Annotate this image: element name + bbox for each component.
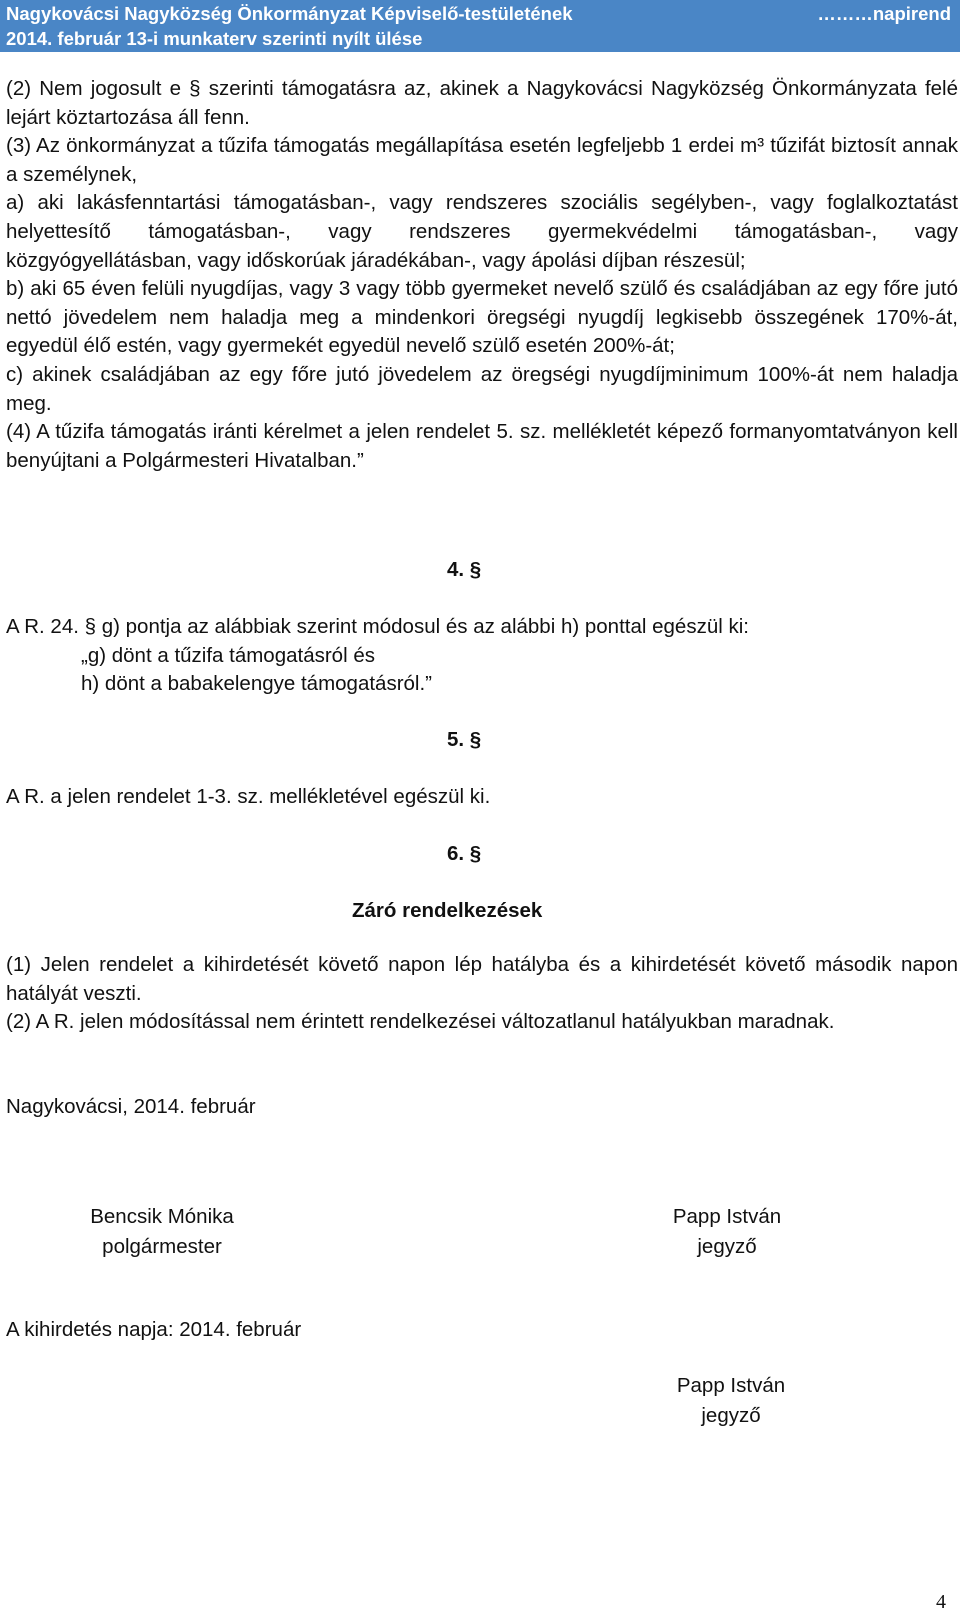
section4-heading: 4. § (447, 558, 482, 581)
announcement-text: A kihirdetés napja: 2014. február (6, 1318, 302, 1341)
notary-name: Papp István (672, 1205, 782, 1228)
paragraph-4: (4) A tűzifa támogatás iránti kérelmet a jelen rendelet 5. sz. mellékletét képező formanyomtatványon kell benyújtani a Polgármesteri Hivatalban.” (6, 420, 958, 472)
place-date-text: Nagykovácsi, 2014. február (6, 1095, 256, 1118)
place-date (6, 1093, 958, 1122)
signature-notary (627, 1202, 827, 1262)
section5-body (6, 783, 958, 812)
signature-notary-bottom (631, 1371, 831, 1431)
paragraph-3b: b) aki 65 éven felüli nyugdíjas, vagy 3 vagy több gyermeket nevelő szülő és családjában az egy főre jutó nettó jövedelem nem haladja meg a mindenkori öregségi nyugdíj legkisebb összegének 170%-át, egyedül élő estén, vagy gyermekét egyedül nevelő szülő esetén 200%-át; (6, 277, 958, 358)
section4-item-g: „g) dönt a tűzifa támogatásról és (81, 643, 375, 667)
notary-title: jegyző (697, 1235, 757, 1258)
signature-mayor (62, 1202, 262, 1262)
section3-body (6, 75, 958, 475)
section6-paragraph-2: (2) A R. jelen módosítással nem érintett rendelkezései változatlanul hatályukban maradnak. (6, 1010, 835, 1034)
notary-bottom-name: Papp István (676, 1374, 786, 1397)
announcement (6, 1316, 958, 1345)
section5-text: A R. a jelen rendelet 1-3. sz. mellékletével egészül ki. (6, 785, 491, 808)
page-number: 4 (936, 1591, 946, 1613)
section4-body (6, 613, 958, 699)
mayor-title: polgármester (102, 1235, 222, 1258)
section6-title: Záró rendelkezések (352, 899, 543, 922)
header-agenda-item: ………napirend (817, 3, 951, 24)
section6-heading: 6. § (447, 842, 482, 865)
header-title: Nagykovácsi Nagyközség Önkormányzat Képviselő-testületének (6, 3, 573, 24)
paragraph-3a: a) aki lakásfenntartási támogatásban-, vagy rendszeres szociális segélyben-, vagy foglalkoztatást helyettesítő támogatásban-, vagy rendszeres gyermekvédelmi támogatásban-, vagy közgyógyellátásban, vagy időskorúak járadékában-, vagy ápolási díjban részesül; (6, 191, 958, 272)
section5-heading: 5. § (447, 728, 482, 751)
mayor-name: Bencsik Mónika (90, 1205, 234, 1228)
paragraph-3: (3) Az önkormányzat a tűzifa támogatás megállapítása esetén legfeljebb 1 erdei m³ tűzifát biztosít annak a személynek, (6, 134, 958, 186)
document-header (0, 0, 960, 52)
section4-item-h: h) dönt a babakelengye támogatásról.” (81, 672, 433, 696)
notary-bottom-title: jegyző (701, 1404, 761, 1427)
section6-paragraph-1: (1) Jelen rendelet a kihirdetését követő napon lép hatályba és a kihirdetését követő második napon hatályát veszti. (6, 953, 958, 1005)
section4-intro: A R. 24. § g) pontja az alábbiak szerint módosul és az alábbi h) ponttal egészül ki: (6, 615, 749, 638)
header-session: 2014. február 13-i munkaterv szerinti nyílt ülése (6, 28, 423, 49)
paragraph-2: (2) Nem jogosult e § szerinti támogatásra az, akinek a Nagykovácsi Nagyközség Önkormányzata felé lejárt köztartozása áll fenn. (6, 77, 958, 129)
section6-body (6, 951, 958, 1037)
paragraph-3c: c) akinek családjában az egy főre jutó jövedelem az öregségi nyugdíjminimum 100%-át nem haladja meg. (6, 362, 958, 415)
